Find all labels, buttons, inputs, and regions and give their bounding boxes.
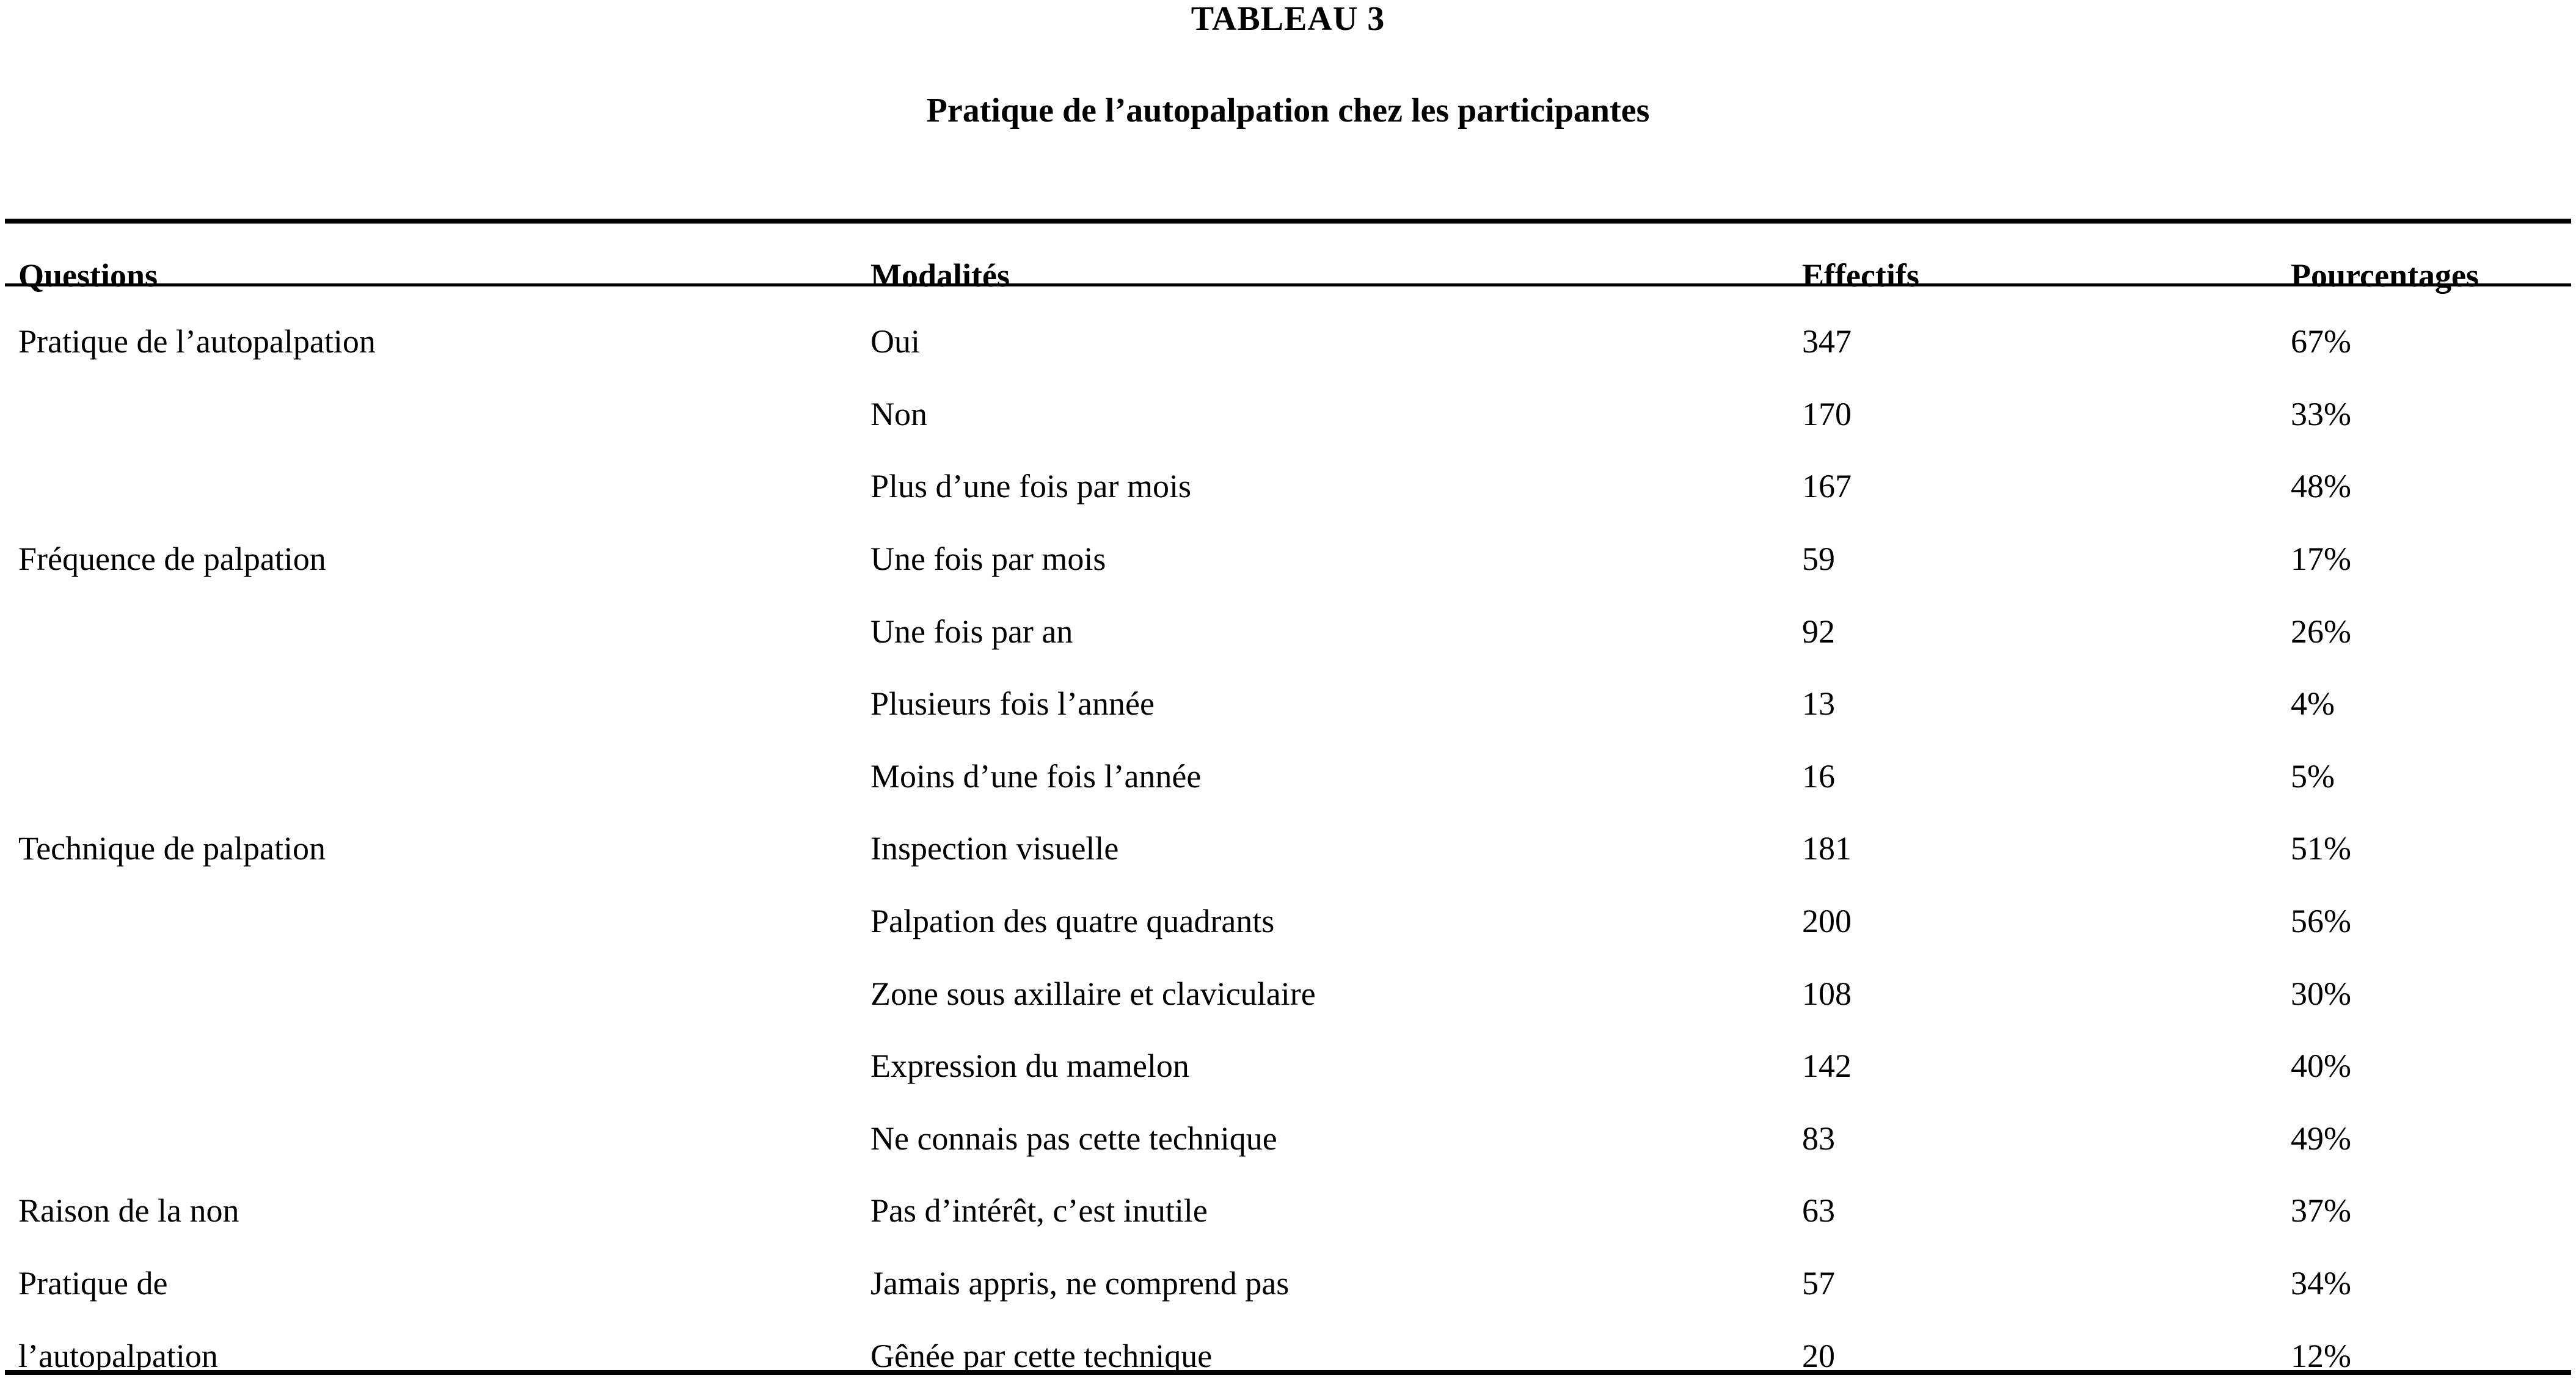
table-row	[0, 523, 2576, 596]
cell-percent-text: 33%	[2291, 395, 2351, 432]
cell-effectif	[1802, 540, 2291, 578]
table-rows-container	[0, 305, 2576, 1392]
cell-modality	[870, 975, 1802, 1013]
table-row	[0, 595, 2576, 668]
cell-percent	[2291, 902, 2576, 940]
cell-effectif	[1802, 613, 2291, 650]
cell-percent	[2291, 685, 2576, 723]
cell-modality-text: Ne connais pas cette technique	[870, 1120, 1277, 1157]
cell-percent	[2291, 395, 2576, 433]
table-row	[0, 450, 2576, 523]
cell-modality-text: Palpation des quatre quadrants	[870, 903, 1275, 940]
table-row	[0, 668, 2576, 740]
cell-percent	[2291, 1047, 2576, 1085]
cell-percent-text: 12%	[2291, 1337, 2351, 1374]
cell-effectif-text: 16	[1802, 757, 1835, 795]
column-header-questions-label: Questions	[18, 257, 158, 294]
cell-modality	[870, 1264, 1802, 1302]
cell-question-text: Fréquence de palpation	[18, 541, 326, 578]
cell-percent-text: 37%	[2291, 1192, 2351, 1230]
cell-percent-text: 30%	[2291, 975, 2351, 1012]
cell-modality-text: Zone sous axillaire et claviculaire	[870, 975, 1316, 1012]
table-caption: Pratique de l’autopalpation chez les participantes	[926, 92, 1650, 129]
cell-modality	[870, 613, 1802, 650]
cell-percent	[2291, 829, 2576, 867]
table-row	[0, 1175, 2576, 1247]
table-row	[0, 305, 2576, 378]
cell-percent	[2291, 467, 2576, 505]
column-header-pourcentages-label: Pourcentages	[2291, 257, 2479, 294]
table-row	[0, 885, 2576, 958]
cell-question-text: l’autopalpation	[18, 1337, 218, 1374]
cell-effectif	[1802, 1120, 2291, 1157]
cell-modality-text: Oui	[870, 323, 920, 360]
column-header-modalites	[870, 257, 1802, 294]
table-row	[0, 1030, 2576, 1102]
cell-percent-text: 67%	[2291, 323, 2351, 360]
cell-percent	[2291, 757, 2576, 795]
cell-effectif	[1802, 1337, 2291, 1375]
cell-modality	[870, 1120, 1802, 1157]
cell-question-text: Pratique de l’autopalpation	[18, 323, 376, 360]
cell-modality	[870, 1192, 1802, 1230]
cell-question	[0, 1192, 870, 1230]
cell-effectif-text: 63	[1802, 1192, 1835, 1230]
cell-modality-text: Expression du mamelon	[870, 1048, 1189, 1085]
column-header-pourcentages	[2291, 257, 2576, 294]
cell-effectif-text: 92	[1802, 613, 1835, 650]
cell-modality	[870, 1337, 1802, 1375]
cell-effectif	[1802, 322, 2291, 360]
cell-effectif	[1802, 1264, 2291, 1302]
table-row	[0, 1319, 2576, 1392]
table-row	[0, 957, 2576, 1030]
cell-effectif-text: 57	[1802, 1265, 1835, 1302]
column-header-questions	[0, 257, 870, 294]
cell-question	[0, 540, 870, 578]
cell-effectif-text: 20	[1802, 1337, 1835, 1374]
cell-percent	[2291, 322, 2576, 360]
cell-effectif	[1802, 395, 2291, 433]
cell-modality	[870, 467, 1802, 505]
cell-effectif	[1802, 467, 2291, 505]
table-row	[0, 1247, 2576, 1320]
cell-percent-text: 48%	[2291, 468, 2351, 505]
cell-effectif-text: 83	[1802, 1120, 1835, 1157]
cell-percent	[2291, 1120, 2576, 1157]
cell-modality	[870, 829, 1802, 867]
cell-percent	[2291, 1337, 2576, 1375]
cell-effectif-text: 200	[1802, 903, 1852, 940]
cell-modality-text: Moins d’une fois l’année	[870, 757, 1202, 795]
cell-modality-text: Une fois par mois	[870, 541, 1106, 578]
cell-percent	[2291, 975, 2576, 1013]
cell-modality	[870, 685, 1802, 723]
cell-modality-text: Gênée par cette technique	[870, 1337, 1213, 1374]
cell-question	[0, 1264, 870, 1302]
cell-question-text: Technique de palpation	[18, 830, 326, 867]
cell-modality	[870, 757, 1802, 795]
cell-modality-text: Pas d’intérêt, c’est inutile	[870, 1192, 1208, 1230]
cell-effectif	[1802, 975, 2291, 1013]
cell-modality-text: Plusieurs fois l’année	[870, 685, 1155, 723]
column-header-effectifs	[1802, 257, 2291, 294]
table-body	[0, 224, 2576, 1392]
cell-modality-text: Jamais appris, ne comprend pas	[870, 1265, 1290, 1302]
cell-modality-text: Non	[870, 395, 927, 432]
table-row	[0, 740, 2576, 813]
cell-percent-text: 26%	[2291, 613, 2351, 650]
cell-modality	[870, 902, 1802, 940]
cell-modality-text: Une fois par an	[870, 613, 1073, 650]
column-header-effectifs-label: Effectifs	[1802, 257, 1919, 294]
table-number: TABLEAU 3	[1191, 0, 1385, 38]
table-row	[0, 378, 2576, 451]
cell-question-text: Raison de la non	[18, 1192, 239, 1230]
cell-percent	[2291, 1264, 2576, 1302]
cell-percent-text: 4%	[2291, 685, 2335, 723]
cell-modality	[870, 1047, 1802, 1085]
cell-modality-text: Plus d’une fois par mois	[870, 468, 1191, 505]
cell-percent-text: 56%	[2291, 903, 2351, 940]
cell-percent-text: 17%	[2291, 541, 2351, 578]
cell-effectif-text: 181	[1802, 830, 1852, 867]
table-top-rule	[5, 219, 2571, 224]
cell-percent-text: 34%	[2291, 1265, 2351, 1302]
cell-percent-text: 49%	[2291, 1120, 2351, 1157]
cell-effectif	[1802, 1192, 2291, 1230]
cell-question	[0, 322, 870, 360]
cell-effectif	[1802, 685, 2291, 723]
cell-percent-text: 5%	[2291, 757, 2335, 795]
table-header-row	[0, 246, 2576, 305]
cell-modality	[870, 322, 1802, 360]
cell-percent	[2291, 613, 2576, 650]
cell-percent-text: 51%	[2291, 830, 2351, 867]
cell-modality	[870, 395, 1802, 433]
cell-percent	[2291, 540, 2576, 578]
cell-effectif	[1802, 829, 2291, 867]
cell-question	[0, 1337, 870, 1375]
table-row	[0, 1102, 2576, 1175]
cell-percent-text: 40%	[2291, 1048, 2351, 1085]
cell-effectif-text: 13	[1802, 685, 1835, 723]
table-row	[0, 812, 2576, 885]
cell-effectif-text: 170	[1802, 395, 1852, 432]
column-header-modalites-label: Modalités	[870, 257, 1010, 294]
cell-modality-text: Inspection visuelle	[870, 830, 1119, 867]
cell-effectif-text: 142	[1802, 1048, 1852, 1085]
cell-effectif-text: 108	[1802, 975, 1852, 1012]
cell-effectif	[1802, 757, 2291, 795]
cell-effectif	[1802, 1047, 2291, 1085]
cell-modality	[870, 540, 1802, 578]
cell-effectif-text: 59	[1802, 541, 1835, 578]
cell-question	[0, 829, 870, 867]
cell-effectif-text: 347	[1802, 323, 1852, 360]
cell-effectif-text: 167	[1802, 468, 1852, 505]
cell-effectif	[1802, 902, 2291, 940]
cell-question-text: Pratique de	[18, 1265, 168, 1302]
cell-percent	[2291, 1192, 2576, 1230]
